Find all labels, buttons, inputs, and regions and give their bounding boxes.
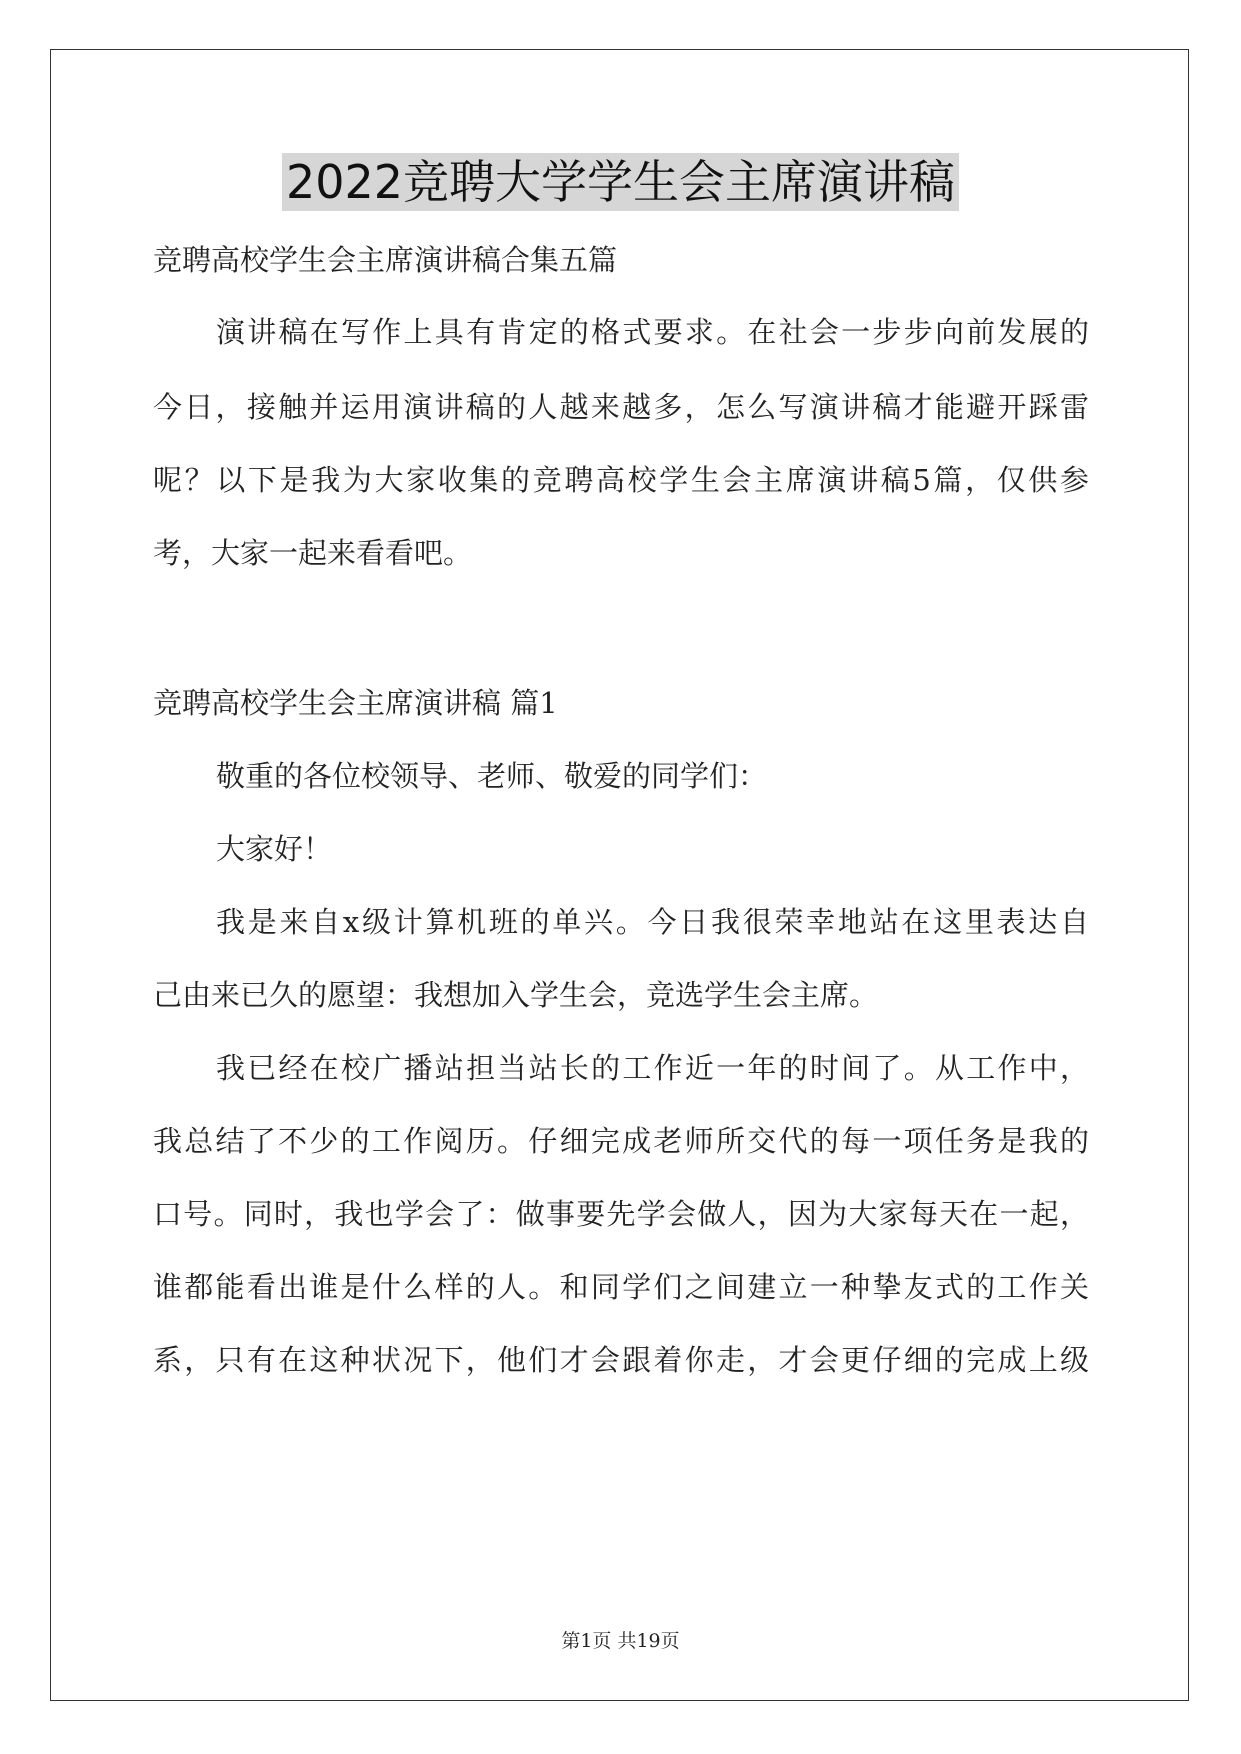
document-subtitle: 竞聘高校学生会主席演讲稿合集五篇 [153,243,618,277]
greeting: 大家好！ [216,832,333,866]
intro-line: 演讲稿在写作上具有肯定的格式要求。在社会一步步向前发展的 [216,315,1089,349]
paragraph-line: 己由来已久的愿望：我想加入学生会，竞选学生会主席。 [153,978,879,1012]
paragraph-line: 我总结了不少的工作阅历。仔细完成老师所交代的每一项任务是我的 [153,1124,1089,1158]
paragraph-line: 我是来自x级计算机班的单兴。今日我很荣幸地站在这里表达自 [216,905,1089,939]
page-number: 第1页 共19页 [561,1630,680,1652]
page-title: 2022竞聘大学学生会主席演讲稿 [282,153,959,211]
intro-line: 考，大家一起来看看吧。 [153,536,473,570]
paragraph-line: 系，只有在这种状况下，他们才会跟着你走，才会更仔细的完成上级 [153,1343,1089,1377]
page-border [50,49,1189,1701]
title-container [0,153,1241,211]
intro-line: 今日，接触并运用演讲稿的人越来越多，怎么写演讲稿才能避开踩雷 [153,390,1089,424]
salutation: 敬重的各位校领导、老师、敬爱的同学们： [216,759,768,793]
section-heading: 竞聘高校学生会主席演讲稿 篇1 [153,686,558,720]
intro-line: 呢？以下是我为大家收集的竞聘高校学生会主席演讲稿5篇，仅供参 [153,463,1089,497]
paragraph-line: 我已经在校广播站担当站长的工作近一年的时间了。从工作中， [216,1051,1089,1085]
paragraph-line: 谁都能看出谁是什么样的人。和同学们之间建立一种挚友式的工作关 [153,1270,1089,1304]
paragraph-line: 口号。同时，我也学会了：做事要先学会做人，因为大家每天在一起， [153,1197,1089,1231]
